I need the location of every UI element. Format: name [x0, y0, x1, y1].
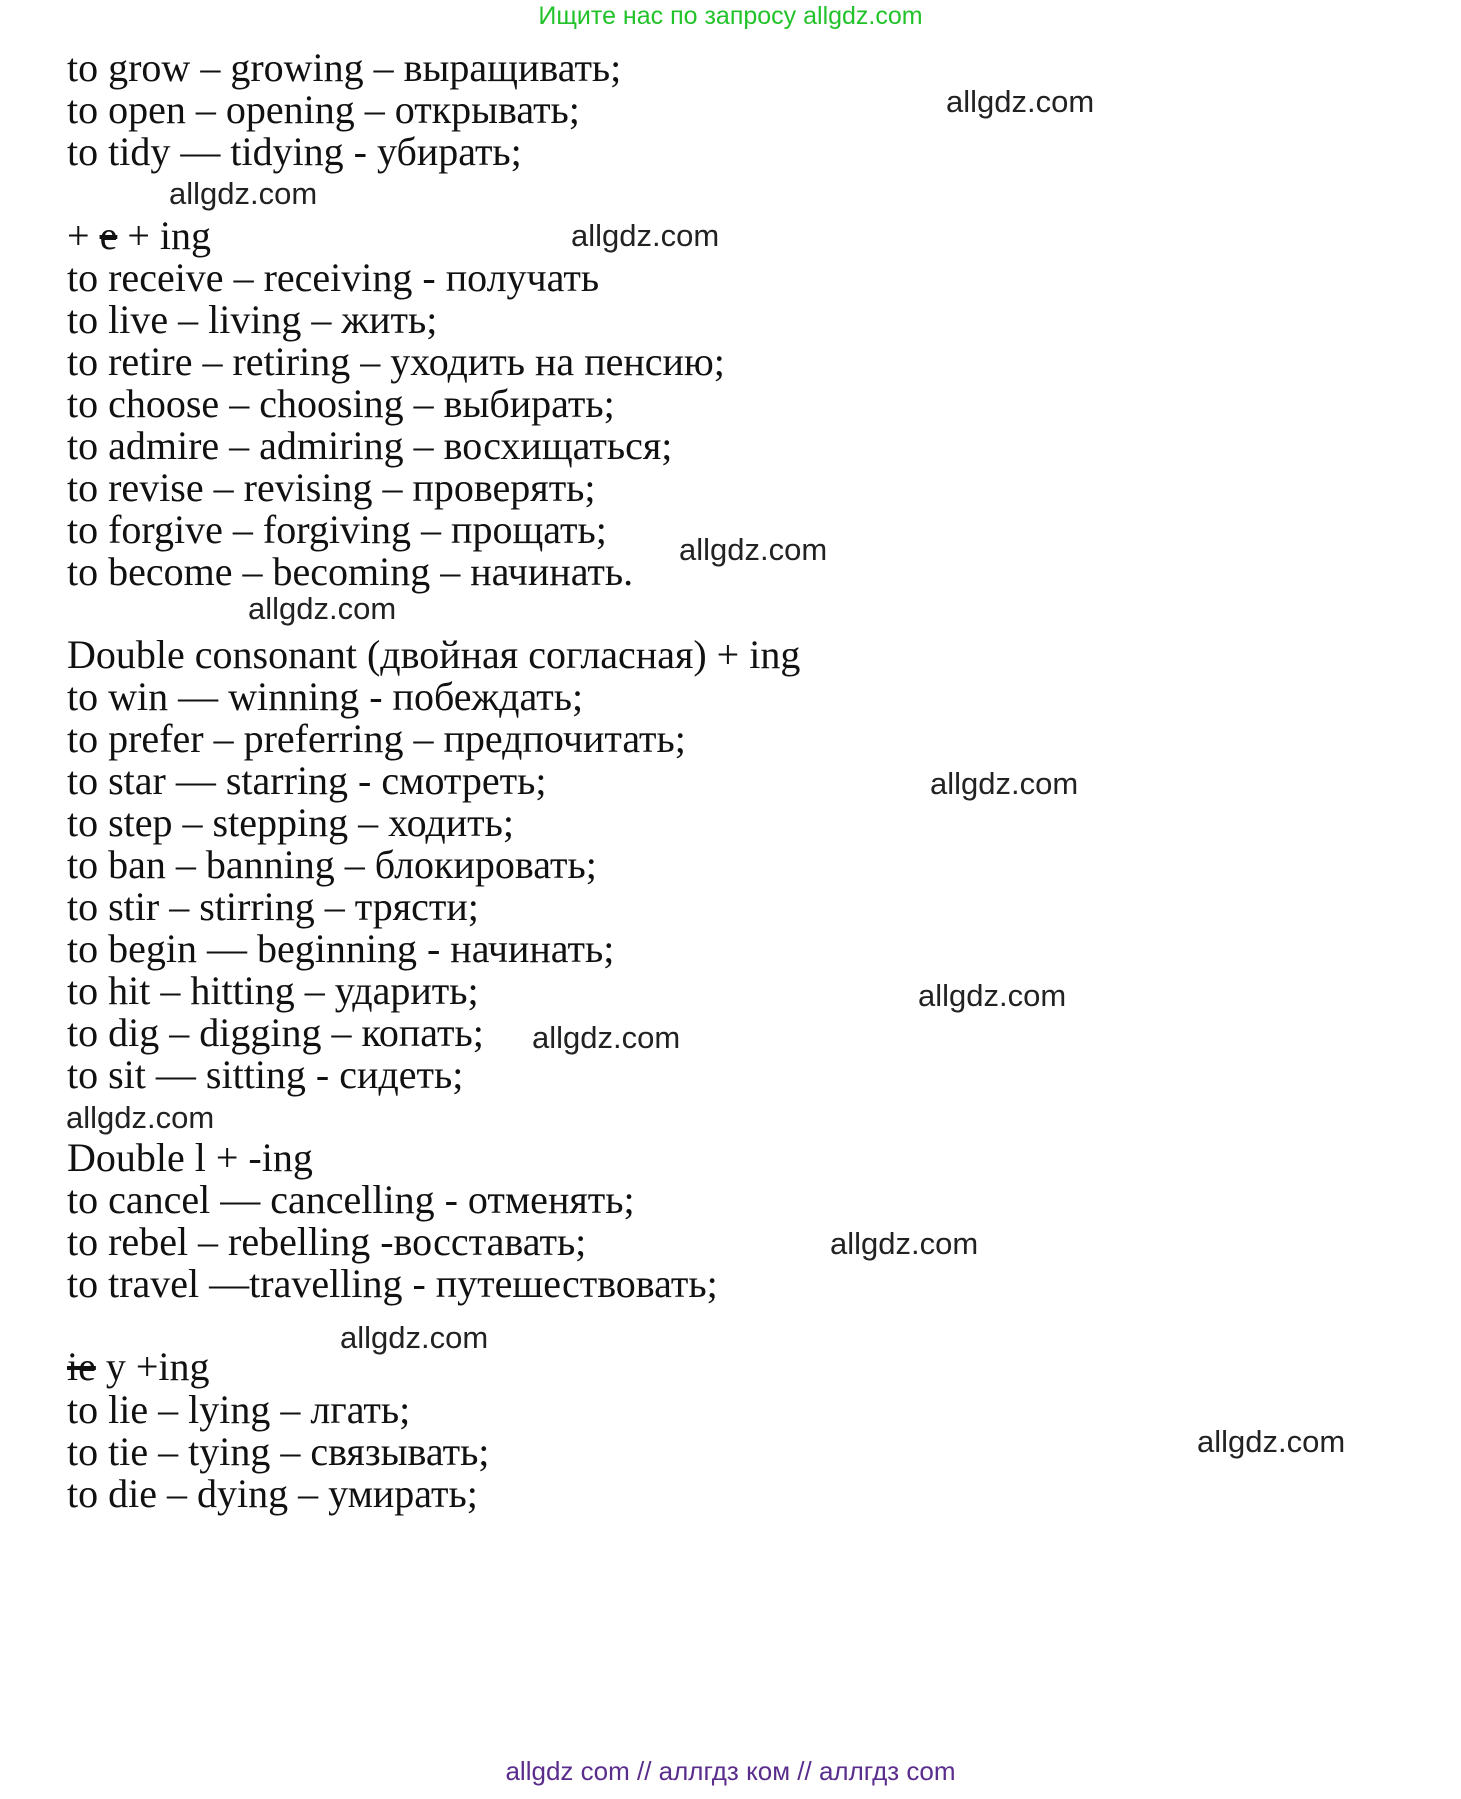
watermark: allgdz.com: [340, 1320, 489, 1355]
watermark: allgdz.com: [830, 1226, 979, 1261]
text-line: to ban – banning – блокировать;: [67, 842, 597, 887]
text-line: to revise – revising – проверять;: [67, 465, 596, 510]
watermark: allgdz.com: [571, 218, 720, 253]
text-line: to grow – growing – выращивать;: [67, 45, 622, 90]
text-line: to retire – retiring – уходить на пенсию;: [67, 339, 725, 384]
text-line: to stir – stirring – трясти;: [67, 884, 479, 929]
text-line: to hit – hitting – ударить;: [67, 968, 479, 1013]
text-line: to choose – choosing – выбирать;: [67, 381, 615, 426]
watermark: allgdz.com: [248, 591, 397, 626]
rule-heading-double-l: Double l + -ing: [67, 1135, 313, 1180]
footer-banner: allgdz com // аллгдз ком // аллгдз com: [505, 1756, 956, 1786]
text-line: to lie – lying – лгать;: [67, 1387, 411, 1432]
struck-e: e: [99, 213, 118, 258]
text-line: to dig – digging – копать;: [67, 1010, 484, 1055]
text-line: to step – stepping – ходить;: [67, 800, 515, 845]
text-line: to admire – admiring – восхищаться;: [67, 423, 673, 468]
text-line: to receive – receiving - получать: [67, 255, 600, 300]
rule-plus: +: [67, 213, 100, 258]
watermark: allgdz.com: [918, 978, 1067, 1013]
watermark: allgdz.com: [930, 766, 1079, 801]
text-line: to prefer – preferring – предпочитать;: [67, 716, 686, 761]
text-line: to tidy — tidying - убирать;: [67, 129, 522, 174]
text-line: to travel —travelling - путешествовать;: [67, 1261, 718, 1306]
rule-y-ing: y +ing: [95, 1344, 210, 1389]
text-line: to tie – tying – связывать;: [67, 1429, 490, 1474]
watermark: allgdz.com: [169, 176, 318, 211]
text-line: to rebel – rebelling -восставать;: [67, 1219, 587, 1264]
text-line: to win — winning - побеждать;: [67, 674, 584, 719]
watermark: allgdz.com: [66, 1100, 215, 1135]
rule-heading-double-consonant: Double consonant (двойная согласная) + ing: [67, 632, 801, 677]
text-line: to begin — beginning - начинать;: [67, 926, 615, 971]
text-line: to cancel — cancelling - отменять;: [67, 1177, 635, 1222]
rule-heading-e: [67, 213, 211, 258]
watermark: allgdz.com: [532, 1020, 681, 1055]
text-line: to live – living – жить;: [67, 297, 438, 342]
rule-rest: + ing: [117, 213, 211, 258]
text-line: to star — starring - смотреть;: [67, 758, 547, 803]
text-line: to die – dying – умирать;: [67, 1471, 478, 1516]
struck-ie: ie: [67, 1344, 96, 1389]
text-line: to become – becoming – начинать.: [67, 549, 634, 594]
watermark: allgdz.com: [946, 84, 1095, 119]
watermark: allgdz.com: [1197, 1424, 1346, 1459]
text-line: to sit — sitting - сидеть;: [67, 1052, 464, 1097]
header-banner: Ищите нас по запросу allgdz.com: [538, 2, 923, 30]
watermark: allgdz.com: [679, 532, 828, 567]
text-line: to open – opening – открывать;: [67, 87, 580, 132]
text-line: to forgive – forgiving – прощать;: [67, 507, 607, 552]
rule-heading-ie: [67, 1344, 210, 1389]
